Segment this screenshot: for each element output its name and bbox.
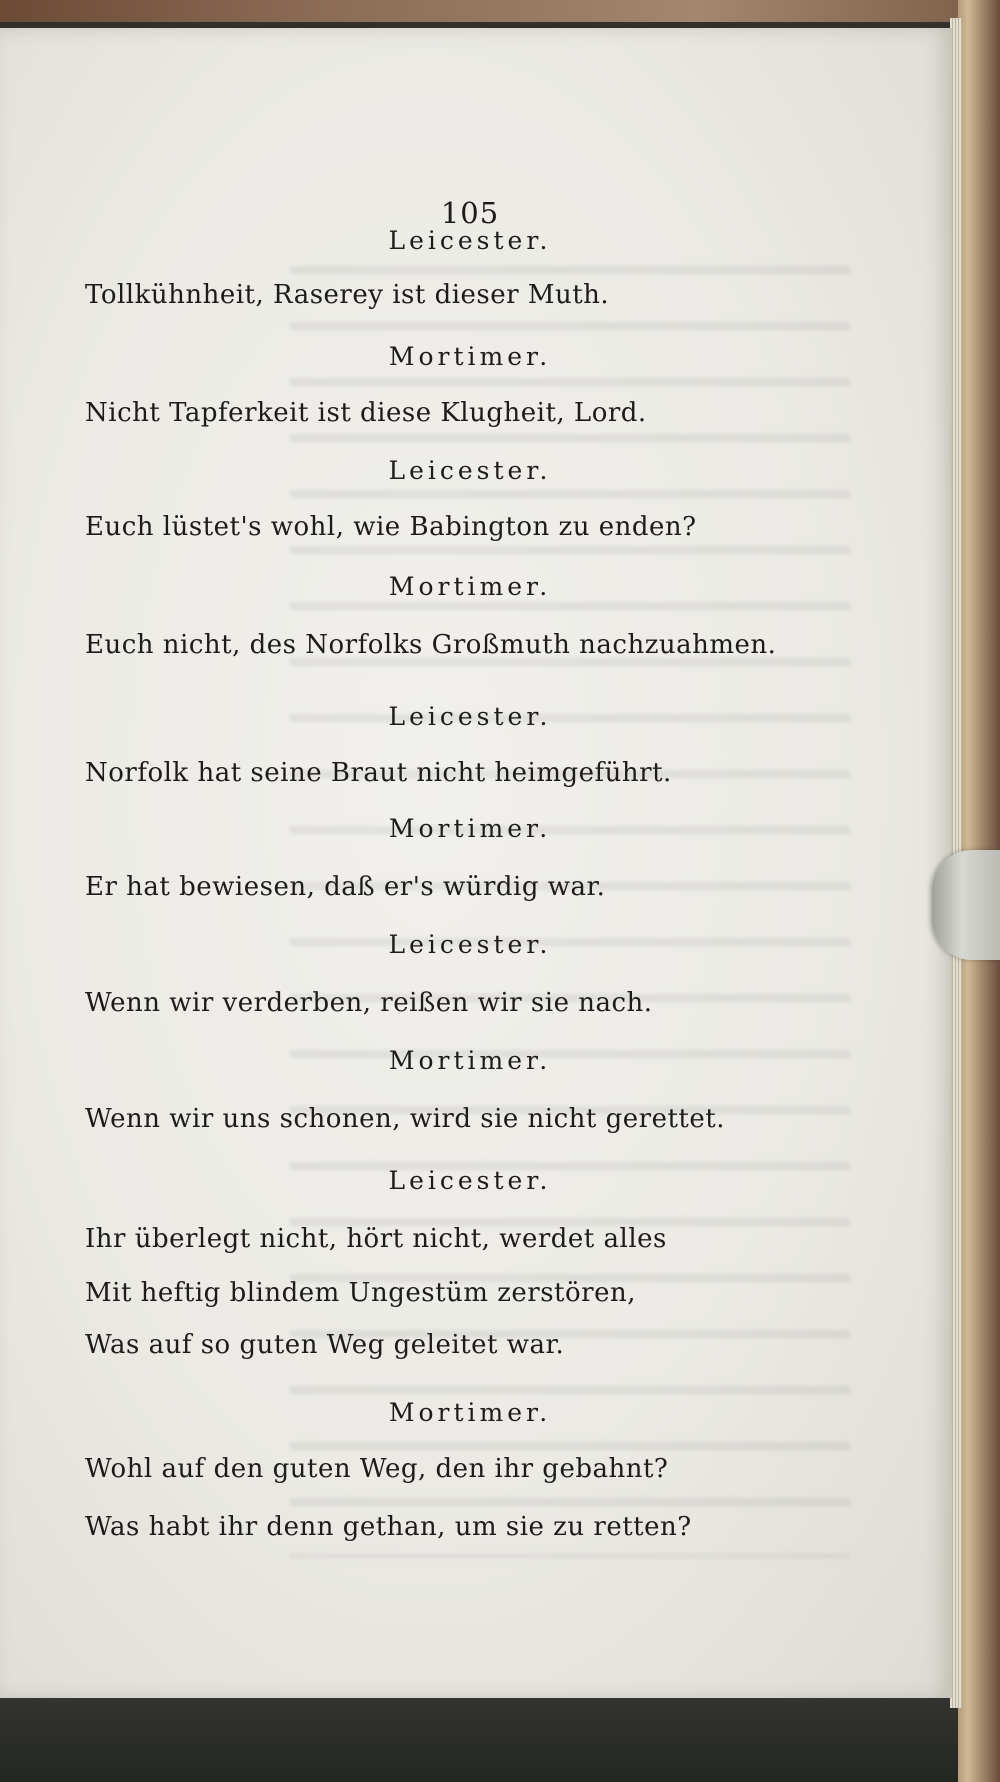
speaker-name: Mortimer. [388,1046,552,1075]
speaker-name: Leicester. [388,702,552,731]
verse-line: Euch lüstet's wohl, wie Babington zu enden? [85,512,697,542]
verse-line: Wenn wir uns schonen, wird sie nicht gerettet. [85,1104,725,1134]
book-top-edge [0,0,1000,22]
verse-line: Wohl auf den guten Weg, den ihr gebahnt? [85,1454,669,1484]
book-page [0,28,952,1698]
verse-line: Tollkühnheit, Raserey ist dieser Muth. [85,280,610,310]
verse-line: Mit heftig blindem Ungestüm zerstören, [85,1278,636,1308]
speaker-name: Leicester. [388,226,552,255]
verse-line: Euch nicht, des Norfolks Großmuth nachzuahmen. [85,630,777,660]
speaker-name: Leicester. [388,456,552,485]
verse-line: Er hat bewiesen, daß er's würdig war. [85,872,606,902]
verse-line: Wenn wir verderben, reißen wir sie nach. [85,988,653,1018]
page-bookmark-tab [932,850,1000,960]
verse-line: Was auf so guten Weg geleitet war. [85,1330,565,1360]
verse-line: Was habt ihr denn gethan, um sie zu retten? [85,1512,692,1542]
speaker-name: Mortimer. [388,814,552,843]
speaker-name: Mortimer. [388,342,552,371]
speaker-name: Mortimer. [388,572,552,601]
speaker-name: Leicester. [388,930,552,959]
speaker-name: Mortimer. [388,1398,552,1427]
verse-line: Norfolk hat seine Braut nicht heimgeführt. [85,758,672,788]
speaker-name: Leicester. [388,1166,552,1195]
verse-line: Ihr überlegt nicht, hört nicht, werdet alles [85,1224,667,1254]
page-number: 105 [440,196,500,230]
verse-line: Nicht Tapferkeit ist diese Klugheit, Lord. [85,398,647,428]
